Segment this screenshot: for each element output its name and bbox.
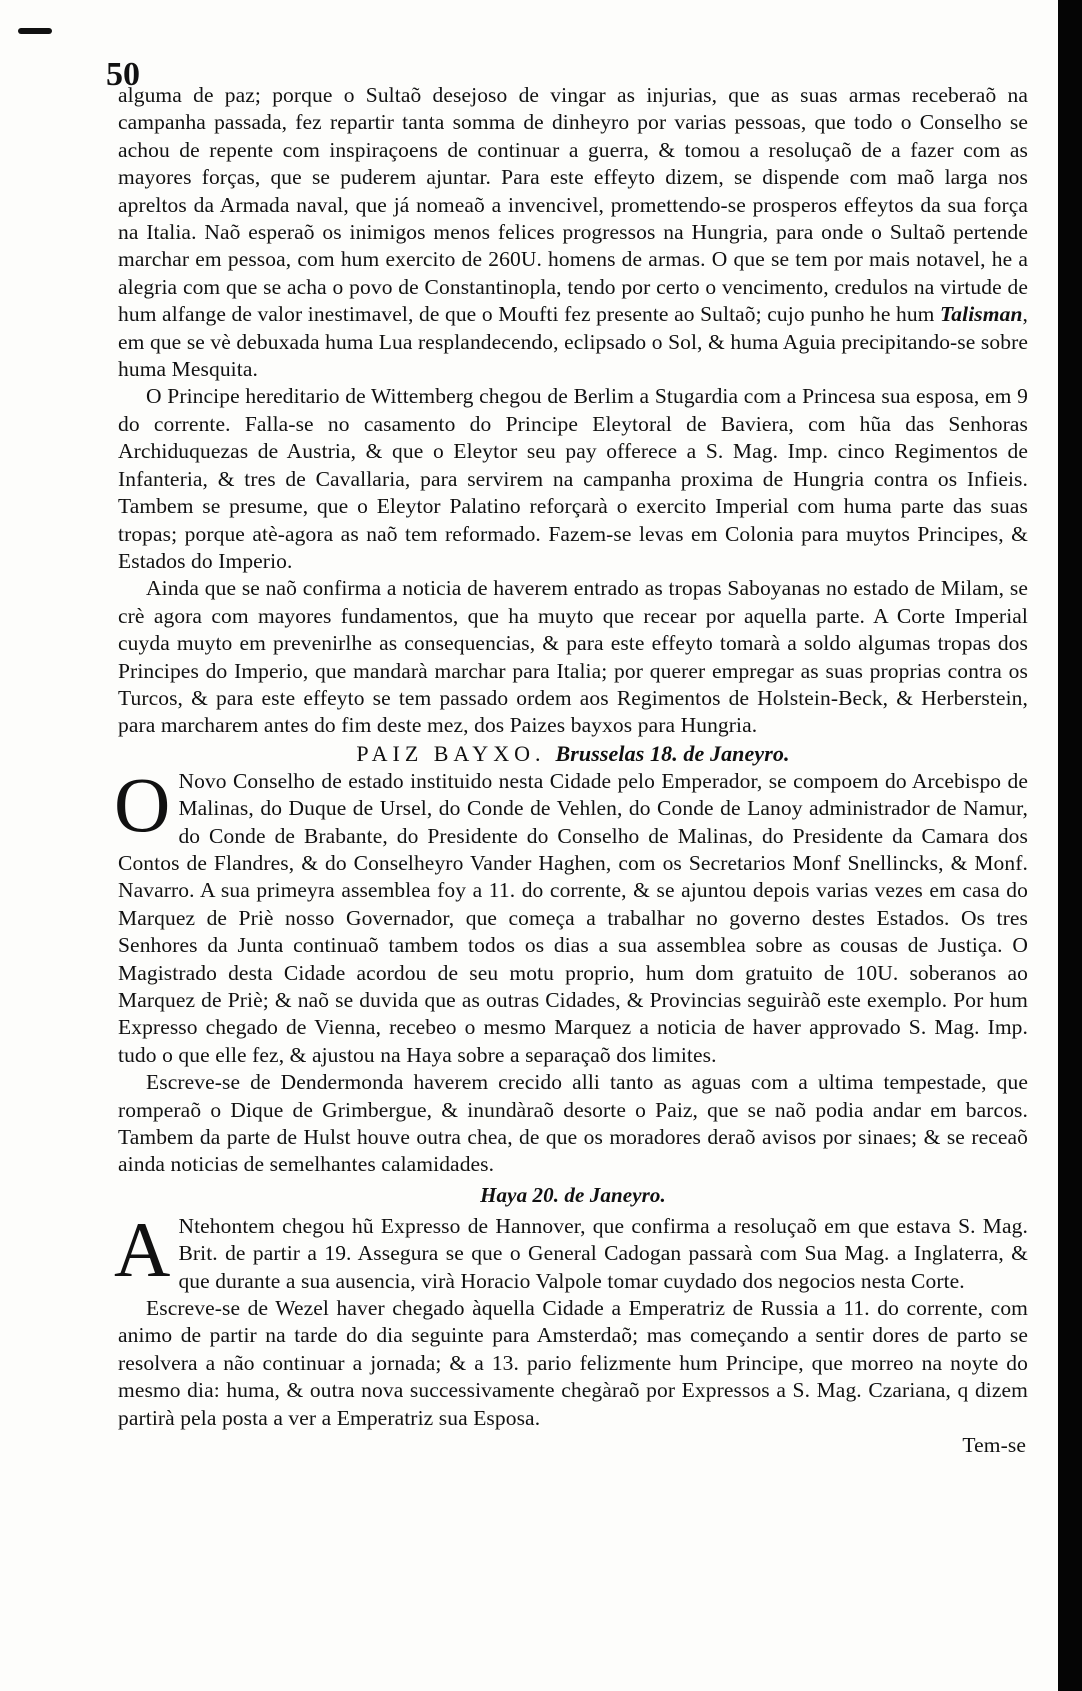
dropcap-a: A (114, 1205, 171, 1293)
turkey-report-paragraph (118, 82, 1028, 383)
dropcap-o: O (114, 760, 171, 848)
conselho-paragraph (114, 760, 1028, 1069)
section-country: PAIZ BAYXO. (356, 740, 546, 766)
page-number: 50 (106, 56, 140, 93)
section-dateline: Brusselas 18. de Janeyro. (555, 740, 790, 766)
dendermonda-paragraph: Escreve-se de Dendermonda haverem crecido alli tanto as aguas com a ultima tempestade, que romperaõ o Dique de Grimbergue, & inundàraõ desorte o Paiz, que se naõ podia andar em barcos. Tambem da parte de Hulst houve outra chea, de que os moradores deraõ avisos por sinaes; & se receaõ ainda noticias de semelhantes calamidades. (118, 1070, 1028, 1177)
hannover-text: Ntehontem chegou hũ Expresso de Hannover, que confirma a resoluçaõ em que estava S. Mag. Brit. de partir a 19. Assegura se que o General Cadogan passarà com Sua Mag. a Inglaterra, & que durante a sua ausencia, virà Horacio Valpole tomar cuydado dos negocios nesta Corte. (178, 1213, 1028, 1293)
hannover-paragraph (114, 1205, 1028, 1295)
talisman-word: Talisman (940, 302, 1023, 327)
ink-mark (18, 28, 52, 34)
turkey-report-tail: , em que se vè debuxada huma Lua resplandecendo, eclipsado o Sol, & huma Aguia precipitando-se sobre huma Mesquita. (118, 302, 1028, 382)
catchword: Tem-se (962, 1433, 1026, 1458)
conselho-text: Novo Conselho de estado instituido nesta Cidade pelo Emperador, se compoem do Arcebispo de Malinas, do Duque de Ursel, do Conde de Vehlen, do Conde de Lanoy administrador de Namur, do Conde de Brabante, do Presidente do Conselho de Malinas, do Presidente da Camara dos Contos de Flandres, & do Conselheyro Vander Haghen, com os Secretarios Monf Snellincks, & Monf. Navarro. A sua primeyra assemblea foy a 11. do corrente, & se ajuntou depois varias vezes em casa do Marquez de Priè nosso Governador, que começa a trabalhar no governo destes Estados. Os tres Senhores da Junta continuaõ tambem todos os dias a sua assemblea sobre as cousas de Justiça. O Magistrado desta Cidade acordou de seu motu proprio, hum dom gratuito de 10U. soberanos ao Marquez de Priè; & naõ se duvida que as outras Cidades, & Provincias seguiràõ este exemplo. Por hum Expresso chegado de Vienna, recebeo o mesmo Marquez a noticia de haver approvado S. Mag. Imp. tudo o que elle fez, & ajustou na Haya sobre a separaçaõ dos limites. (118, 768, 1028, 1067)
scan-edge (1058, 0, 1082, 1691)
haya-dateline: Haya 20. de Janeyro. (480, 1182, 666, 1207)
wezel-paragraph: Escreve-se de Wezel haver chegado àquella Cidade a Emperatriz de Russia a 11. do corrente, com animo de partir na tarde do dia seguinte para Amsterdaõ; mas começando a sentir dores de parto se resolvera a não continuar a jornada; & a 13. pario felizmente hum Principe, que morreo na noyte do mesmo dia: huma, & outra nova successivamente chegàraõ por Expressos a S. Mag. Czariana, q dizem partirà pela posta a ver a Emperatriz sua Esposa. (118, 1296, 1028, 1430)
section-heading (118, 740, 1028, 768)
turkey-report-text: alguma de paz; porque o Sultaõ desejoso de vingar as injurias, que as suas armas receberaõ na campanha passada, fez repartir tanta somma de dinheyro por varias pessoas, que todo o Conselho se achou de repente com inspiraçoens de continuar a guerra, & tomou a resoluçaõ de a fazer com as mayores forças, que se puderem ajuntar. Para este effeyto dizem, se dispende com maõ larga nos apreltos da Armada naval, que já nomeaõ a invencivel, promettendo-se prosperos effeytos da sua força na Italia. Naõ esperaõ os inimigos menos felices progressos na Hungria, para onde o Sultaõ pertende marchar em pessoa, com hum exercito de 260U. homens de armas. O que se tem por mais notavel, he a alegria com que se acha o povo de Constantinopla, tendo por certo o vencimento, credulos na virtude de hum alfange de valor inestimavel, de que o Moufti fez presente ao Sultaõ; cujo punho he hum (118, 83, 1028, 327)
wittemberg-paragraph: O Principe hereditario de Wittemberg chegou de Berlim a Stugardia com a Princesa sua esposa, em 9 do corrente. Falla-se no casamento do Principe Eleytoral de Baviera, com hũa das Senhoras Archiduquezas de Austria, & que o Eleytor seu pay offerece a S. Mag. Imp. cinco Regimentos de Infanteria, & tres de Cavallaria, para servirem na campanha proxima de Hungria contra os Infieis. Tambem se presume, que o Eleytor Palatino reforçarà o exercito Imperial com huma parte das suas tropas; porque atè-agora as naõ tem reformado. Fazem-se levas em Colonia para muytos Principes, & Estados do Imperio. (118, 384, 1028, 573)
article-column (114, 82, 1028, 1460)
saboyanas-paragraph: Ainda que se naõ confirma a noticia de haverem entrado as tropas Saboyanas no estado de Milam, se crè agora com mayores fundamentos, que ha muyto que recear por aquella parte. A Corte Imperial cuyda muyto em prevenirlhe as consequencias, & para este effeyto tomarà a soldo algumas tropas dos Principes do Imperio, que mandarà marchar para Italia; por querer empregar as suas proprias contra os Turcos, & para este effeyto se tem passado ordem aos Regimentos de Holstein-Beck, & Herberstein, para marcharem antes do fim deste mez, dos Paizes bayxos para Hungria. (118, 576, 1028, 738)
